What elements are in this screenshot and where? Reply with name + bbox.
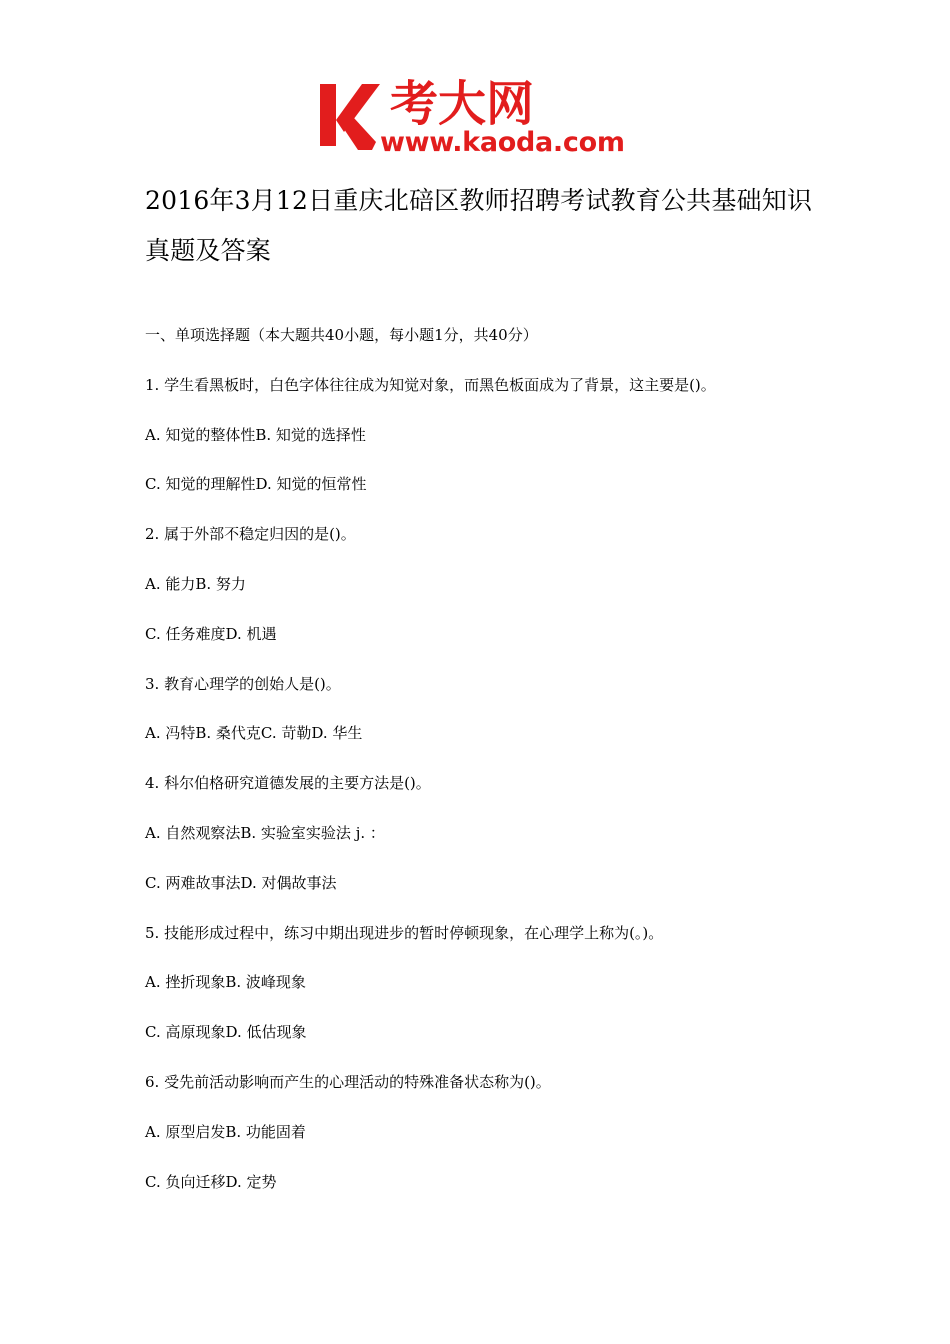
logo-brand-url: www.kaoda.com (380, 127, 625, 158)
question-6-options-ab: A. 原型启发B. 功能固着 (145, 1122, 306, 1141)
question-4: 4. 科尔伯格研究道德发展的主要方法是()。 (145, 774, 431, 793)
question-2-options-ab: A. 能力B. 努力 (145, 574, 246, 593)
question-3-options: A. 冯特B. 桑代克C. 苛勒D. 华生 (145, 724, 363, 743)
document-title: 2016年3月12日重庆北碚区教师招聘考试教育公共基础知识真题及答案 (145, 186, 813, 265)
question-5: 5. 技能形成过程中，练习中期出现进步的暂时停顿现象，在心理学上称为(。)。 (145, 923, 664, 942)
question-4-options-ab: A. 自然观察法B. 实验室实验法 j. ： (145, 823, 385, 842)
question-4-options-cd: C. 两难故事法D. 对偶故事法 (145, 873, 337, 892)
question-1-options-cd: C. 知觉的理解性D. 知觉的恒常性 (145, 475, 367, 494)
question-2: 2. 属于外部不稳定归因的是()。 (145, 525, 356, 544)
question-5-options-cd: C. 高原现象D. 低估现象 (145, 1023, 307, 1042)
question-2-options-cd: C. 任务难度D. 机遇 (145, 624, 277, 643)
question-1-options-ab: A. 知觉的整体性B. 知觉的选择性 (145, 425, 366, 444)
kaoda-logo (318, 76, 638, 160)
question-3: 3. 教育心理学的创始人是()。 (145, 674, 341, 693)
question-1: 1. 学生看黑板时，白色字体往往成为知觉对象，而黑色板面成为了背景，这主要是()。 (145, 375, 716, 394)
question-list (145, 320, 845, 1216)
question-5-options-ab: A. 挫折现象B. 波峰现象 (145, 973, 306, 992)
question-6-options-cd: C. 负向迁移D. 定势 (145, 1172, 277, 1191)
logo-brand-chinese: 考大网 (390, 76, 535, 132)
question-6: 6. 受先前活动影响而产生的心理活动的特殊准备状态称为()。 (145, 1072, 551, 1091)
section-heading: 一、单项选择题（本大题共40小题，每小题1分，共40分） (145, 326, 538, 344)
